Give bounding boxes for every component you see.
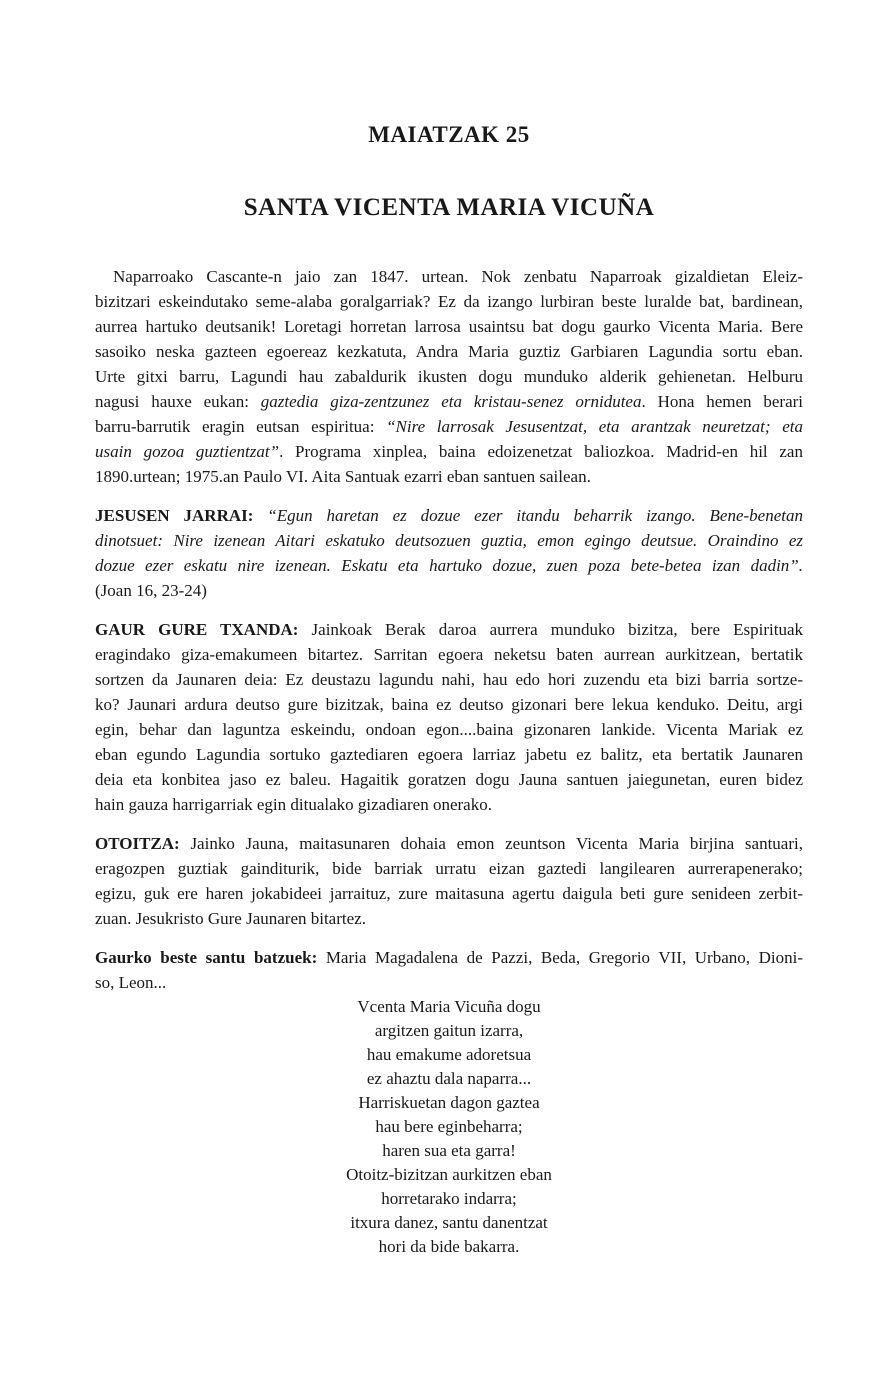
text-segment: bizitzari eskeindutako seme-alaba goralgarriak? Ez da izango lurbiran beste luralde bat, bardinean,	[95, 292, 803, 311]
text-segment: egin, behar dan laguntza eskeindu, ondoan egon....baina gizonaren lankide. Vicenta Mariak ez	[95, 720, 803, 739]
text-segment: Vcenta Maria Vicuña dogu	[357, 997, 541, 1016]
text-segment: hori da bide bakarra.	[378, 1237, 520, 1256]
page-title: MAIATZAK 25	[368, 122, 530, 147]
text-segment: (Joan 16, 23-24)	[95, 581, 207, 600]
text-line	[95, 617, 803, 642]
text-segment: Harriskuetan dagon gaztea	[358, 1093, 540, 1112]
italic-segment: usain gozoa guztientzat”	[95, 442, 280, 461]
text-segment: zuan. Jesukristo Gure Jaunaren bitartez.	[95, 909, 366, 928]
text-segment: Naparroako Cascante-n jaio zan 1847. urtean. Nok zenbatu Naparroak gizaldietan Eleiz-	[113, 267, 803, 286]
bold-segment: GAUR GURE TXANDA:	[95, 620, 312, 639]
text-segment: . Programa xinplea, baina edoizenetzat baliozkoa. Madrid-en hil zan	[279, 442, 803, 461]
italic-segment: “Egun haretan ez dozue ezer itandu beharrik izango. Bene-benetan	[267, 506, 803, 525]
text-line	[95, 831, 803, 856]
text-line	[95, 945, 803, 970]
text-segment: Jainkoak Berak daroa aurrera munduko bizitza, bere Espirituak	[311, 620, 803, 639]
text-segment: haren sua eta garra!	[382, 1141, 516, 1160]
text-line	[95, 970, 803, 995]
text-segment: hau emakume adoretsua	[366, 1045, 532, 1064]
italic-segment: gaztedia giza-zentzunez eta kristau-senez ornidutea	[260, 392, 642, 411]
other-saints-paragraph	[95, 945, 803, 995]
text-line	[95, 503, 803, 528]
text-line	[95, 528, 803, 553]
text-segment: . Hona hemen berari	[641, 392, 804, 411]
text-line	[95, 389, 803, 414]
text-segment: so, Leon...	[95, 973, 167, 992]
text-line	[95, 1163, 803, 1187]
italic-segment: dinotsuet: Nire izenean Aitari eskatuko deutsozuen guztia, emon egingo deutsue. Oraindino ez	[95, 531, 803, 550]
text-line	[95, 881, 803, 906]
text-segment: hau bere eginbeharra;	[375, 1117, 523, 1136]
text-line	[95, 642, 803, 667]
text-segment: deia eta konbitea jaso ez baleu. Hagaitik goratzen dogu Jauna santuen jaiegunetan, euren bidez	[95, 770, 803, 789]
text-line	[95, 692, 803, 717]
text-line	[95, 289, 803, 314]
text-segment: egizu, guk ere haren jokabideei jarraituz, zure maitasuna agertu daigula beti gure senideen zerbit-	[95, 884, 803, 903]
text-segment: ez ahaztu dala naparra...	[366, 1069, 532, 1088]
text-line	[95, 1043, 803, 1067]
text-line	[95, 995, 803, 1019]
text-segment: sasoiko neska gazteen egoereaz kezkatuta, Andra Maria guztiz Garbiaren Lagundia sortu eban.	[95, 342, 803, 361]
bold-segment: JESUSEN JARRAI:	[95, 506, 268, 525]
text-line	[95, 667, 803, 692]
text-segment: Maria Magadalena de Pazzi, Beda, Gregorio VII, Urbano, Dioni-	[325, 948, 803, 967]
poem	[95, 995, 803, 1259]
text-line	[95, 742, 803, 767]
bold-segment: OTOITZA:	[95, 834, 191, 853]
text-line	[95, 1019, 803, 1043]
text-segment: Otoitz-bizitzan aurkitzen eban	[346, 1165, 552, 1184]
text-line	[95, 767, 803, 792]
gaur-gure-txanda-paragraph	[95, 617, 803, 817]
text-segment: sortzen da Jaunaren deia: Ez deustazu lagundu nahi, hau edo hori zuzendu eta bizi barria sortze-	[95, 670, 803, 689]
text-segment: horretarako indarra;	[381, 1189, 517, 1208]
text-segment: itxura danez, santu danentzat	[350, 1213, 548, 1232]
italic-segment: “Nire larrosak Jesusentzat, eta arantzak neuretzat; eta	[386, 417, 803, 436]
text-segment: eban egundo Lagundia sortuko gaztediaren egoera larriaz jabetu ez balitz, eta bertatik Jaunaren	[95, 745, 803, 764]
text-line	[95, 717, 803, 742]
text-line	[95, 553, 803, 578]
text-segment: aurrea hartuko deutsanik! Loretagi horretan larrosa usaintsu bat dogu gaurko Vicenta Maria. Bere	[95, 317, 803, 336]
text-line	[95, 1187, 803, 1211]
text-line	[95, 439, 803, 464]
text-segment: 1890.urtean; 1975.an Paulo VI. Aita Santuak ezarri eban santuen sailean.	[95, 467, 591, 486]
text-line	[95, 314, 803, 339]
text-segment: eragozpen guztiak gainditurik, bide barriak urratu eizan gaztedi langilearen aurrerapenerako;	[95, 859, 803, 878]
text-line	[95, 364, 803, 389]
text-segment: barru-barrutik eragin eutsan espiritua:	[95, 417, 387, 436]
intro-paragraph	[95, 264, 803, 489]
text-line	[95, 856, 803, 881]
otoitza-paragraph	[95, 831, 803, 931]
text-line	[95, 1211, 803, 1235]
jesusen-jarrai-paragraph	[95, 503, 803, 603]
text-line	[95, 1115, 803, 1139]
text-line	[95, 1067, 803, 1091]
text-line	[95, 1139, 803, 1163]
text-segment: ko? Jaunari ardura deutso gure bizitzak, baina ez deutso gizonari bere lekua kenduko. Deitu, argi	[95, 695, 803, 714]
text-line	[95, 1235, 803, 1259]
text-segment: Urte gitxi barru, Lagundi hau zabaldurik ikusten dogu munduko alderik gehienetan. Helburu	[95, 367, 803, 386]
text-line	[95, 578, 803, 603]
text-line	[95, 1091, 803, 1115]
text-segment: hain gauza harrigarriak egin ditualako gizadiaren onerako.	[95, 795, 492, 814]
text-line	[95, 414, 803, 439]
text-line	[95, 339, 803, 364]
text-line	[95, 264, 803, 289]
text-segment: nagusi hauxe eukan:	[95, 392, 261, 411]
text-line	[95, 906, 803, 931]
italic-segment: dozue ezer eskatu nire izenean. Eskatu eta hartuko dozue, zuen poza bete-betea izan dadin”.	[95, 556, 803, 575]
text-segment: argitzen gaitun izarra,	[374, 1021, 524, 1040]
text-line	[95, 792, 803, 817]
bold-segment: Gaurko beste santu batzuek:	[95, 948, 326, 967]
text-segment: eragindako giza-emakumeen bitartez. Sarritan egoera neketsu baten aurrean aurkitzean, bertatik	[95, 645, 803, 664]
text-segment: Jainko Jauna, maitasunaren dohaia emon zeuntson Vicenta Maria birjina santuari,	[190, 834, 803, 853]
text-line	[95, 464, 803, 489]
body-text	[95, 264, 803, 1259]
page-subtitle: SANTA VICENTA MARIA VICUÑA	[243, 194, 655, 221]
